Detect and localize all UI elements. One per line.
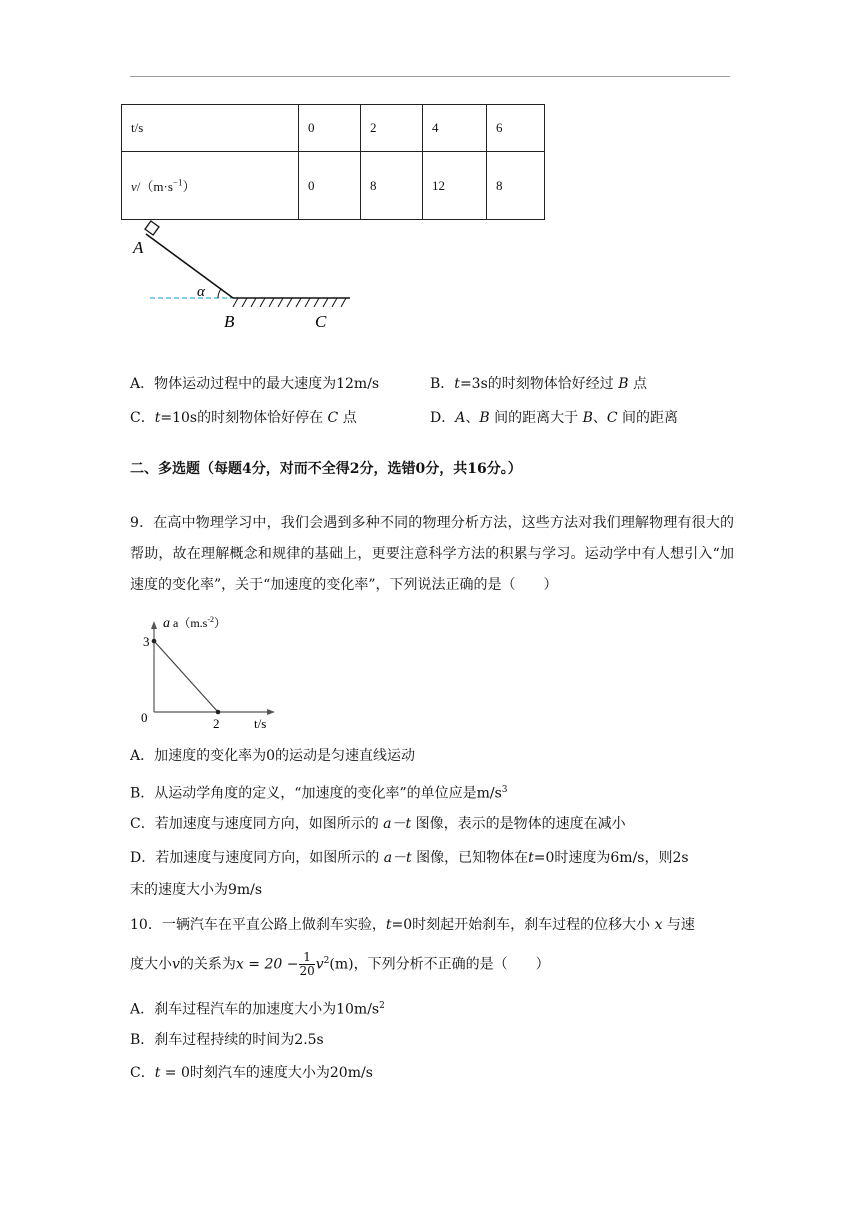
symbol: t bbox=[385, 917, 392, 933]
superscript: 2 bbox=[379, 1001, 385, 1011]
table-cell: 8 bbox=[361, 152, 423, 220]
graph-line bbox=[154, 641, 218, 712]
option-text: B．从运动学角度的定义，“加速度的变化率”的单位应是m/s bbox=[130, 785, 502, 802]
stem-text: 10．一辆汽车在平直公路上做刹车实验， bbox=[130, 917, 386, 933]
symbol: v bbox=[315, 956, 324, 973]
stem-text: 与速 bbox=[666, 917, 695, 933]
symbol: t bbox=[528, 850, 534, 866]
header-rule bbox=[130, 76, 730, 77]
ground-hatch bbox=[233, 298, 346, 307]
stem-text: 度大小 bbox=[130, 956, 172, 973]
label-a: A bbox=[133, 238, 144, 257]
y-axis-unit: a（m.s bbox=[173, 616, 208, 630]
x-axis-label: t/s bbox=[254, 716, 267, 731]
block bbox=[145, 221, 159, 235]
option-text: =3s的时刻物体恰好经过 bbox=[459, 376, 614, 392]
q10-option-c bbox=[130, 1063, 373, 1083]
separator: 、 bbox=[465, 410, 480, 426]
symbol: t bbox=[154, 410, 161, 426]
angle-arc bbox=[218, 289, 221, 298]
separator: 、 bbox=[592, 410, 607, 426]
table-cell bbox=[122, 152, 299, 220]
symbol: t bbox=[154, 1065, 161, 1081]
table-cell: 4 bbox=[423, 105, 487, 152]
q9-option-a: A．加速度的变化率为0的运动是匀速直线运动 bbox=[130, 748, 416, 764]
point bbox=[216, 710, 221, 715]
option-text: =10s的时刻物体恰好停在 bbox=[160, 410, 324, 426]
q9-option-c bbox=[130, 814, 626, 834]
symbol: x bbox=[654, 917, 663, 933]
y-axis-exp: -2 bbox=[207, 615, 215, 624]
table-cell: t/s bbox=[122, 105, 299, 152]
option-text: 间的距离 bbox=[622, 410, 679, 426]
origin-label: 0 bbox=[141, 710, 148, 725]
formula-unit: (m) bbox=[329, 956, 354, 973]
table-cell: 6 bbox=[487, 105, 545, 152]
q9-option-b bbox=[130, 780, 508, 804]
velocity-table bbox=[121, 104, 545, 220]
table-cell: 12 bbox=[423, 152, 487, 220]
option-prefix: B． bbox=[430, 376, 455, 392]
fraction bbox=[299, 951, 314, 978]
option-text: C．若加速度与速度同方向，如图所示的 bbox=[130, 816, 379, 832]
x-axis-arrow bbox=[267, 709, 275, 715]
symbol: v bbox=[131, 179, 137, 194]
symbol: C bbox=[606, 410, 618, 426]
section-heading: 二、多选题（每题4分，对而不全得2分，选错0分，共16分。） bbox=[130, 461, 522, 477]
acceleration-time-graph bbox=[136, 612, 286, 732]
stem-text: 的关系为 bbox=[179, 956, 236, 973]
q10-stem-line2 bbox=[130, 946, 550, 980]
q8-option-d bbox=[430, 408, 678, 428]
symbol: C bbox=[327, 410, 339, 426]
symbol: B bbox=[582, 410, 593, 426]
option-text: D．若加速度与速度同方向，如图所示的 bbox=[130, 850, 380, 866]
q8-option-a: A．物体运动过程中的最大速度为12m/s bbox=[130, 376, 380, 392]
option-text: = 0时刻汽车的速度大小为20m/s bbox=[160, 1065, 373, 1081]
symbol: a－t bbox=[383, 816, 412, 832]
table-cell: 8 bbox=[487, 152, 545, 220]
superscript: 2 bbox=[323, 956, 330, 966]
q9-option-d bbox=[130, 848, 689, 868]
option-prefix: C． bbox=[130, 1065, 155, 1081]
q8-option-c bbox=[130, 408, 357, 428]
y-tick-label: 3 bbox=[143, 634, 150, 649]
superscript: −1 bbox=[172, 177, 183, 188]
option-text: 图像，已知物体在 bbox=[416, 850, 529, 866]
symbol: v bbox=[172, 956, 180, 973]
q9-stem: 9．在高中物理学习中，我们会遇到多种不同的物理分析方法，这些方法对我们理解物理有很大的帮助，故在理解概念和规律的基础上，更要注意科学方法的积累与学习。运动学中有人想引入“加速度的变化率”，关于“加速度的变化率”，下列说法正确的是（ ） bbox=[130, 515, 734, 593]
table-cell: 2 bbox=[361, 105, 423, 152]
table-cell: 0 bbox=[299, 152, 361, 220]
stem-text: ，下列分析不正确的是（ ） bbox=[353, 956, 550, 973]
unit-close: ） bbox=[182, 179, 196, 194]
table-row bbox=[122, 152, 545, 220]
q10-stem-line1 bbox=[130, 915, 695, 935]
option-prefix: D． bbox=[430, 410, 456, 426]
label-alpha: α bbox=[197, 284, 205, 300]
option-text: 图像，表示的是物体的速度在减小 bbox=[415, 816, 626, 832]
table-cell: 0 bbox=[299, 105, 361, 152]
option-text: 点 bbox=[632, 376, 647, 392]
numerator: 1 bbox=[299, 951, 314, 965]
y-axis-arrow bbox=[151, 621, 157, 629]
symbol: a－t bbox=[383, 850, 412, 866]
option-text: =0时速度为6m/s，则2s bbox=[533, 850, 689, 866]
incline-diagram bbox=[120, 218, 370, 336]
y-axis-close: ） bbox=[214, 616, 227, 630]
label-c: C bbox=[315, 312, 327, 331]
y-axis-symbol: a bbox=[163, 616, 170, 631]
y-axis-label bbox=[173, 615, 226, 630]
symbol: B bbox=[479, 410, 490, 426]
stem-text: =0时刻起开始刹车，刹车过程的位移大小 bbox=[391, 917, 651, 933]
symbol: A bbox=[455, 410, 466, 426]
q8-option-b bbox=[430, 374, 647, 394]
table-row bbox=[122, 105, 545, 152]
option-text: 间的距离大于 bbox=[494, 410, 579, 426]
superscript: 3 bbox=[501, 785, 508, 795]
unit-text: /（m·s bbox=[136, 179, 173, 194]
q10-option-b: B．刹车过程持续的时间为2.5s bbox=[130, 1032, 324, 1048]
label-b: B bbox=[224, 312, 235, 331]
symbol: B bbox=[618, 376, 629, 392]
symbol: t bbox=[454, 376, 460, 392]
q9-option-d-cont: 末的速度大小为9m/s bbox=[130, 882, 263, 898]
point bbox=[152, 639, 157, 644]
incline-line bbox=[146, 234, 233, 298]
option-text: A．刹车过程汽车的加速度大小为10m/s bbox=[130, 1001, 380, 1018]
denominator: 20 bbox=[299, 964, 315, 979]
x-tick-label: 2 bbox=[213, 716, 220, 731]
option-prefix: C． bbox=[130, 410, 155, 426]
formula: x = 20 − bbox=[235, 956, 299, 973]
option-text: 点 bbox=[342, 410, 357, 426]
q10-option-a bbox=[130, 996, 385, 1020]
